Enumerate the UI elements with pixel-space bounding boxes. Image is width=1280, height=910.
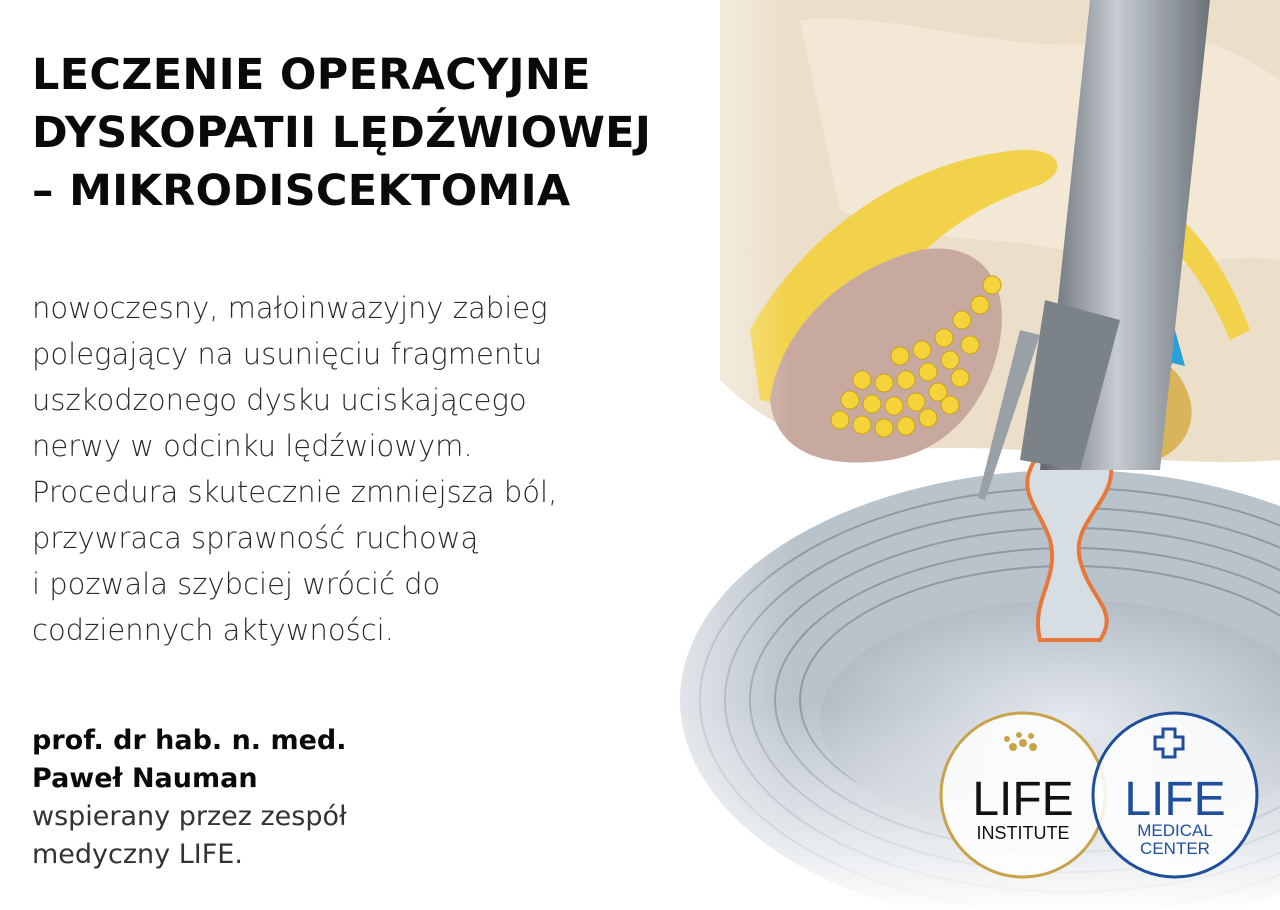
title-line-2: DYSKOPATII LĘDŹWIOWEJ bbox=[32, 108, 652, 158]
description-line: uszkodzonego dysku uciskającego bbox=[32, 383, 527, 417]
title-line-1: LECZENIE OPERACYJNE bbox=[32, 50, 591, 100]
medical-logo-subtitle-2: CENTER bbox=[1140, 839, 1210, 858]
page-title bbox=[32, 46, 651, 220]
description-line: Procedura skutecznie zmniejsza ból, bbox=[32, 475, 558, 509]
description-line: i pozwala szybciej wrócić do bbox=[32, 567, 441, 601]
text-column bbox=[32, 0, 772, 905]
author-name: Paweł Nauman bbox=[32, 763, 258, 794]
description-line: polegający na usunięciu fragmentu bbox=[32, 337, 543, 371]
title-line-3: – MIKRODISCEKTOMIA bbox=[32, 166, 571, 216]
institute-logo-subtitle: INSTITUTE bbox=[976, 823, 1070, 843]
description-line: nowoczesny, małoinwazyjny zabieg bbox=[32, 291, 548, 325]
author-title: prof. dr hab. n. med. bbox=[32, 725, 347, 756]
institute-logo-word: LIFE bbox=[972, 773, 1074, 826]
life-logos-icon bbox=[935, 705, 1265, 885]
description-line: codziennych aktywności. bbox=[32, 613, 394, 647]
author-support-line: medyczny LIFE. bbox=[32, 839, 243, 870]
description-line: przywraca sprawność ruchową bbox=[32, 521, 479, 555]
author-block bbox=[32, 722, 347, 874]
medical-logo-subtitle-1: MEDICAL bbox=[1137, 821, 1213, 840]
logos bbox=[935, 705, 1265, 885]
description-line: nerwy w odcinku lędźwiowym. bbox=[32, 429, 473, 463]
procedure-description bbox=[32, 285, 557, 653]
medical-logo-word: LIFE bbox=[1124, 773, 1226, 826]
author-support-line: wspierany przez zespół bbox=[32, 801, 347, 832]
